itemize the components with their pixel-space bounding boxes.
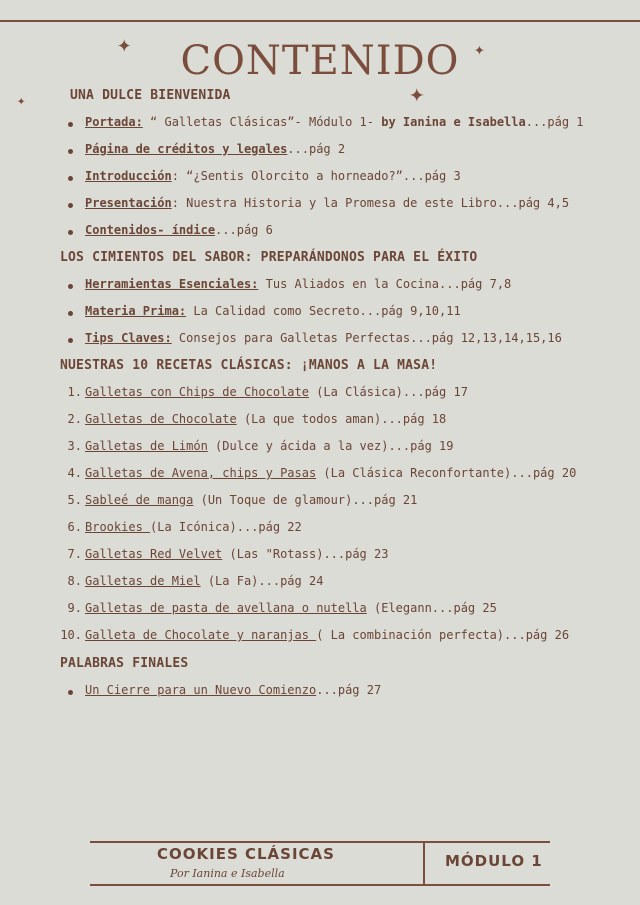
toc-link[interactable]: Galletas de Chocolate (85, 412, 237, 426)
toc-link[interactable]: Galletas de Limón (85, 439, 208, 453)
toc-item-materia-prima[interactable]: Materia Prima: La Calidad como Secreto...pág 9,10,11 (85, 304, 461, 318)
list-number: 8. (67, 574, 82, 588)
toc-item-creditos[interactable]: Página de créditos y legales...pág 2 (85, 142, 346, 156)
footer-title: COOKIES CLÁSICAS (157, 845, 335, 863)
list-number: 6. (67, 520, 82, 534)
bullet (68, 230, 73, 235)
bullet (68, 122, 73, 127)
toc-link[interactable]: Galletas de Miel (85, 574, 201, 588)
toc-item-receta-2[interactable]: Galletas de Chocolate (La que todos aman)...pág 18 (85, 412, 447, 426)
toc-link[interactable]: Galleta de Chocolate y naranjas (85, 628, 317, 642)
toc-link[interactable]: Introducción (85, 169, 172, 183)
footer-top-rule (90, 841, 550, 843)
toc-link[interactable]: Brookies (85, 520, 151, 534)
bullet (68, 284, 73, 289)
toc-link[interactable]: Sableé de manga (85, 493, 194, 507)
toc-item-receta-5[interactable]: Sableé de manga (Un Toque de glamour)...pág 21 (85, 493, 418, 507)
toc-item-receta-3[interactable]: Galletas de Limón (Dulce y ácida a la vez)...pág 19 (85, 439, 454, 453)
list-number: 7. (67, 547, 82, 561)
toc-item-portada[interactable]: Portada: “ Galletas Clásicas”- Módulo 1- by Ianina e Isabella...pág 1 (85, 115, 584, 129)
toc-link[interactable]: Galletas de pasta de avellana o nutella (85, 601, 367, 615)
toc-link[interactable]: Galletas de Avena, chips y Pasas (85, 466, 317, 480)
toc-link[interactable]: Materia Prima: (85, 304, 187, 318)
toc-link[interactable]: Tips Claves: (85, 331, 172, 345)
toc-link[interactable]: Contenidos- índice (85, 223, 216, 237)
toc-link[interactable]: Página de créditos y legales (85, 142, 288, 156)
top-divider (0, 20, 640, 22)
list-number: 10. (60, 628, 82, 642)
toc-item-receta-10[interactable]: Galleta de Chocolate y naranjas ( La combinación perfecta)...pág 26 (85, 628, 570, 642)
footer-divider (423, 841, 425, 886)
toc-item-contenidos[interactable]: Contenidos- índice...pág 6 (85, 223, 273, 237)
toc-item-receta-1[interactable]: Galletas con Chips de Chocolate (La Clásica)...pág 17 (85, 385, 468, 399)
list-number: 4. (67, 466, 82, 480)
bullet (68, 176, 73, 181)
toc-item-tips[interactable]: Tips Claves: Consejos para Galletas Perfectas...pág 12,13,14,15,16 (85, 331, 562, 345)
toc-link[interactable]: Herramientas Esenciales: (85, 277, 259, 291)
sparkle-icon: ✦ (474, 39, 485, 60)
sparkle-icon: ✦ (17, 93, 26, 109)
toc-item-receta-9[interactable]: Galletas de pasta de avellana o nutella (Elegann...pág 25 (85, 601, 497, 615)
bullet (68, 203, 73, 208)
sparkle-icon: ✦ (117, 30, 132, 58)
toc-link[interactable]: Galletas con Chips de Chocolate (85, 385, 309, 399)
bullet (68, 311, 73, 316)
toc-item-receta-8[interactable]: Galletas de Miel (La Fa)...pág 24 (85, 574, 324, 588)
list-number: 1. (67, 385, 82, 399)
footer-module-label: MÓDULO 1 (445, 852, 543, 870)
toc-item-introduccion[interactable]: Introducción: “¿Sentis Olorcito a horneado?”...pág 3 (85, 169, 461, 183)
page-title: CONTENIDO (180, 38, 460, 84)
toc-item-receta-6[interactable]: Brookies (La Icónica)...pág 22 (85, 520, 302, 534)
footer-subtitle: Por Ianina e Isabella (170, 867, 285, 880)
bullet (68, 149, 73, 154)
section-heading-palabras-finales: PALABRAS FINALES (60, 656, 189, 671)
section-heading-recetas: NUESTRAS 10 RECETAS CLÁSICAS: ¡MANOS A LA MASA! (60, 358, 438, 373)
list-number: 5. (67, 493, 82, 507)
list-number: 2. (67, 412, 82, 426)
toc-link[interactable]: Galletas Red Velvet (85, 547, 223, 561)
list-number: 9. (67, 601, 82, 615)
toc-item-cierre[interactable]: Un Cierre para un Nuevo Comienzo...pág 27 (85, 683, 382, 697)
list-number: 3. (67, 439, 82, 453)
bullet (68, 690, 73, 695)
footer-bottom-rule (90, 884, 550, 886)
toc-item-receta-7[interactable]: Galletas Red Velvet (Las "Rotass)...pág 23 (85, 547, 389, 561)
toc-link[interactable]: Un Cierre para un Nuevo Comienzo (85, 683, 317, 697)
toc-item-receta-4[interactable]: Galletas de Avena, chips y Pasas (La Clásica Reconfortante)...pág 20 (85, 466, 577, 480)
toc-link[interactable]: Presentación (85, 196, 172, 210)
bullet (68, 338, 73, 343)
sparkle-icon: ✦ (409, 79, 425, 109)
toc-link[interactable]: Portada: (85, 115, 143, 129)
toc-item-herramientas[interactable]: Herramientas Esenciales: Tus Aliados en la Cocina...pág 7,8 (85, 277, 512, 291)
section-heading-bienvenida: UNA DULCE BIENVENIDA (70, 88, 231, 103)
section-heading-cimientos: LOS CIMIENTOS DEL SABOR: PREPARÁNDONOS PARA EL ÉXITO (60, 250, 478, 265)
toc-item-presentacion[interactable]: Presentación: Nuestra Historia y la Promesa de este Libro...pág 4,5 (85, 196, 570, 210)
